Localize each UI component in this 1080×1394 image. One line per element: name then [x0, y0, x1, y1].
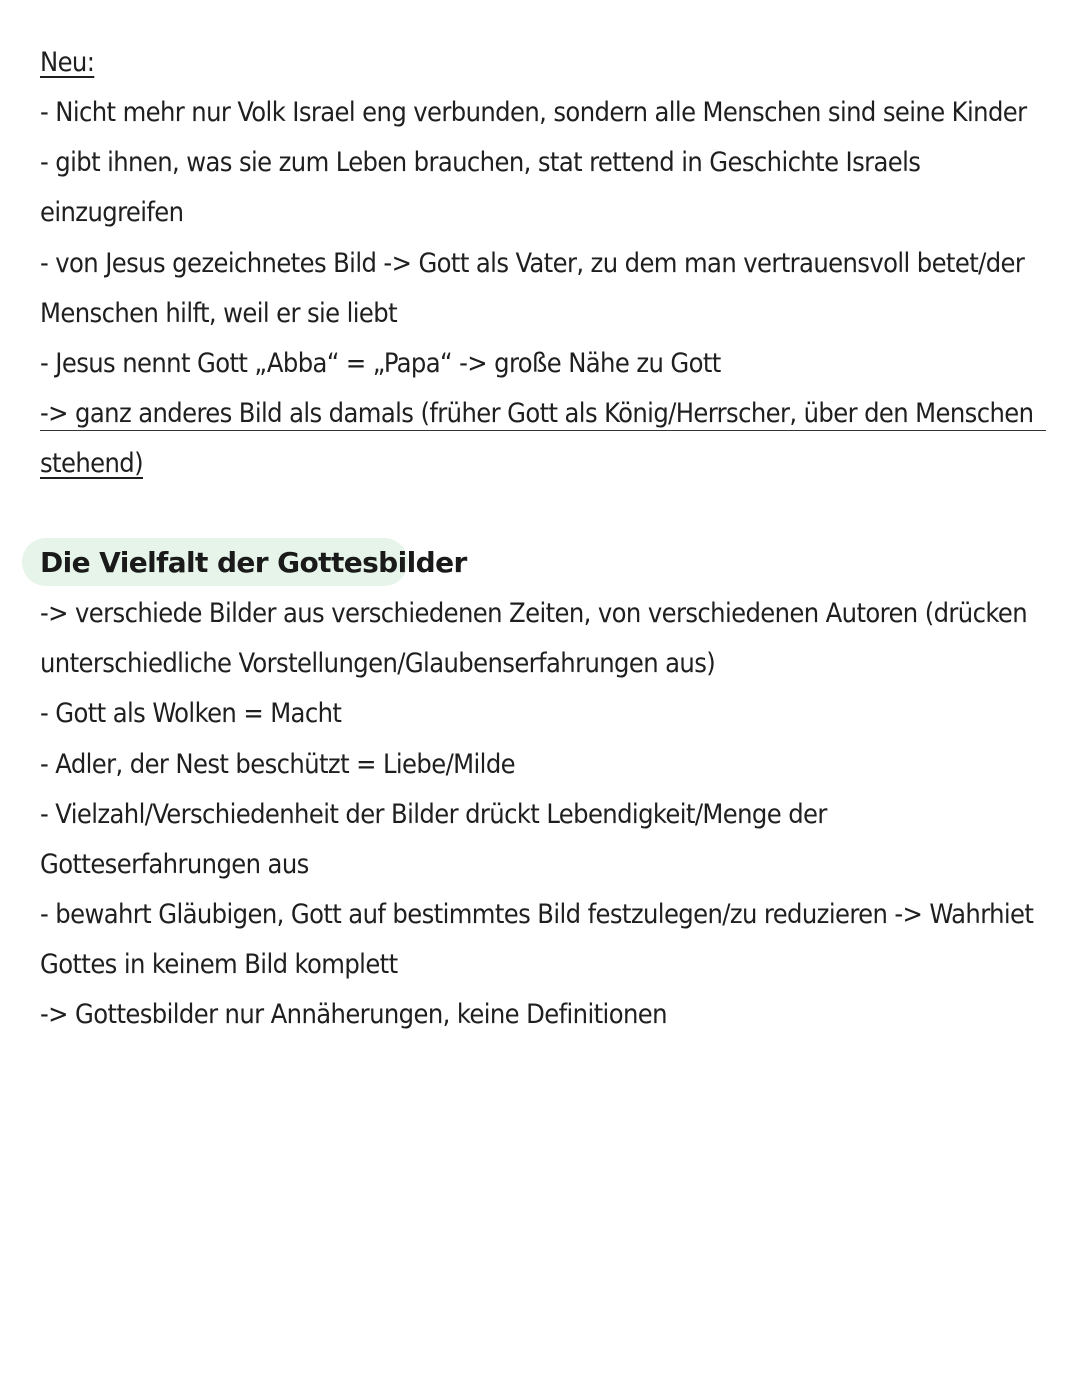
conclusion-line: [40, 439, 143, 489]
note-line: - Vielzahl/Verschiedenheit der Bilder drückt Lebendigkeit/Menge der: [40, 799, 827, 830]
note-line: Menschen hilft, weil er sie liebt: [40, 298, 398, 329]
note-line: -> Gottesbilder nur Annäherungen, keine Definitionen: [40, 999, 667, 1030]
section-label-text: Neu:: [40, 47, 95, 78]
note-line: - von Jesus gezeichnetes Bild -> Gott als Vater, zu dem man vertrauensvoll betet/der: [40, 248, 1025, 279]
section-heading: Die Vielfalt der Gottesbilder: [40, 546, 467, 579]
note-line: - Jesus nennt Gott „Abba“ = „Papa“ -> große Nähe zu Gott: [40, 348, 721, 379]
conclusion-underline: [40, 430, 1046, 431]
note-line: Gotteserfahrungen aus: [40, 849, 309, 880]
conclusion-line: -> ganz anderes Bild als damals (früher Gott als König/Herrscher, über den Menschen: [40, 398, 1034, 429]
note-line: Gottes in keinem Bild komplett: [40, 949, 398, 980]
conclusion-line-text: stehend): [40, 448, 143, 479]
note-line: - gibt ihnen, was sie zum Leben brauchen, stat rettend in Geschichte Israels: [40, 147, 921, 178]
note-line: - Adler, der Nest beschützt = Liebe/Milde: [40, 749, 515, 780]
note-line: - bewahrt Gläubigen, Gott auf bestimmtes Bild festzulegen/zu reduzieren -> Wahrhiet: [40, 899, 1034, 930]
note-line: -> verschiede Bilder aus verschiedenen Zeiten, von verschiedenen Autoren (drücken: [40, 598, 1027, 629]
section-label: [40, 38, 94, 88]
note-line: - Gott als Wolken = Macht: [40, 698, 342, 729]
note-line: - Nicht mehr nur Volk Israel eng verbunden, sondern alle Menschen sind seine Kinder: [40, 97, 1027, 128]
note-line: unterschiedliche Vorstellungen/Glaubenserfahrungen aus): [40, 648, 716, 679]
note-line: einzugreifen: [40, 197, 184, 228]
